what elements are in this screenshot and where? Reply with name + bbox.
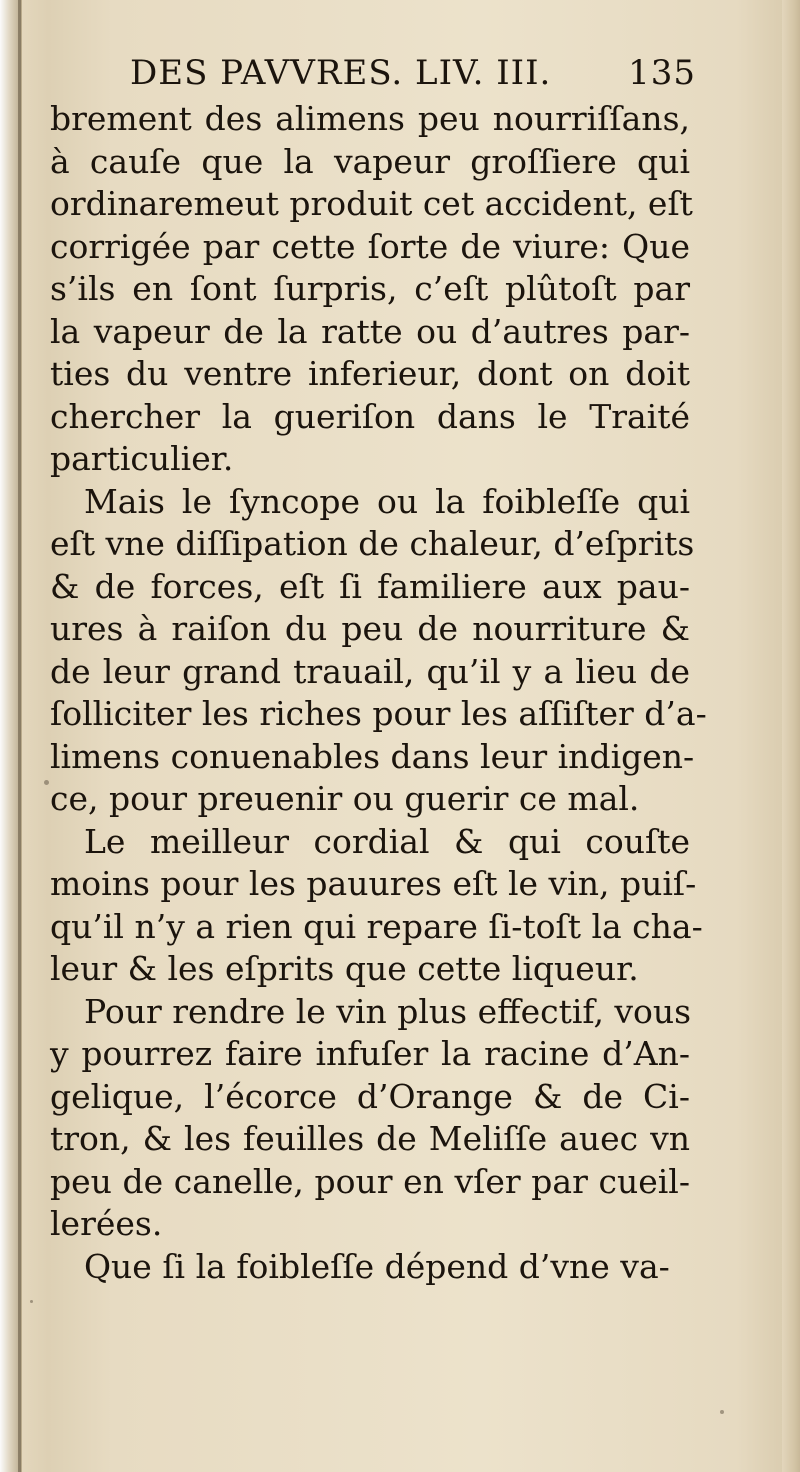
- running-title: DES PAVVRES. LIV. III.: [130, 53, 552, 93]
- text-line: Pour rendre le vin plus effectif, vous: [84, 991, 692, 1031]
- page-number: 135: [628, 53, 696, 93]
- text-line: peu de canelle, pour en vſer par cueil-: [50, 1161, 690, 1201]
- text-line: y pourrez faire infuſer la racine d’An-: [50, 1034, 690, 1073]
- text-line: de leur grand trauail, qu’il y a lieu de: [50, 651, 690, 691]
- text-line: leur & les eſprits que cette liqueur.: [50, 949, 639, 988]
- text-line: & de forces, eſt ſi familiere aux pau-: [50, 566, 690, 606]
- text-line: moins pour les pauures eſt le vin, puiſ-: [50, 864, 697, 903]
- text-line: ures à raiſon du peu de nourriture &: [50, 609, 690, 648]
- text-line: tron, & les feuilles de Meliſſe auec vn: [50, 1119, 690, 1158]
- text-line: Mais le ſyncope ou la foibleſſe qui: [84, 481, 690, 521]
- paper-speck: [30, 1300, 33, 1303]
- text-line: ce, pour preuenir ou guerir ce mal.: [50, 779, 640, 818]
- text-line: brement des alimens peu nourriſſans,: [50, 99, 690, 138]
- text-line: s’ils en ſont ſurpris, c’eſt plûtoſt par: [50, 269, 690, 308]
- text-line: particulier.: [50, 439, 234, 478]
- text-line: gelique, l’écorce d’Orange & de Ci-: [50, 1076, 690, 1116]
- text-line: limens conuenables dans leur indigen-: [50, 736, 695, 776]
- text-line: qu’il n’y a rien qui repare ſi-toſt la cha-: [50, 906, 703, 946]
- text-line: corrigée par cette ſorte de viure: Que: [50, 226, 690, 266]
- paper-speck: [44, 780, 49, 785]
- body-text: [50, 98, 707, 1288]
- text-line: Que ſi la foibleſſe dépend d’vne va-: [84, 1246, 670, 1286]
- text-line: ties du ventre inferieur, dont on doit: [50, 354, 690, 393]
- text-line: la vapeur de la ratte ou d’autres par-: [50, 311, 690, 351]
- running-header: [50, 52, 696, 98]
- text-line: chercher la gueriſon dans le Traité: [50, 396, 690, 436]
- book-page: [50, 52, 707, 1288]
- text-line: ſolliciter les riches pour les aſſiſter d’a-: [50, 694, 707, 733]
- paper-speck: [720, 1410, 724, 1414]
- text-line: Le meilleur cordial & qui couſte: [84, 821, 690, 861]
- text-line: ordinaremeut produit cet accident, eſt: [50, 184, 693, 223]
- page-edge: [782, 0, 800, 1472]
- text-line: eſt vne diſſipation de chaleur, d’eſprits: [50, 524, 695, 563]
- text-line: à cauſe que la vapeur groſſiere qui: [50, 141, 690, 181]
- binding-edge: [18, 0, 21, 1472]
- text-line: lerées.: [50, 1204, 163, 1243]
